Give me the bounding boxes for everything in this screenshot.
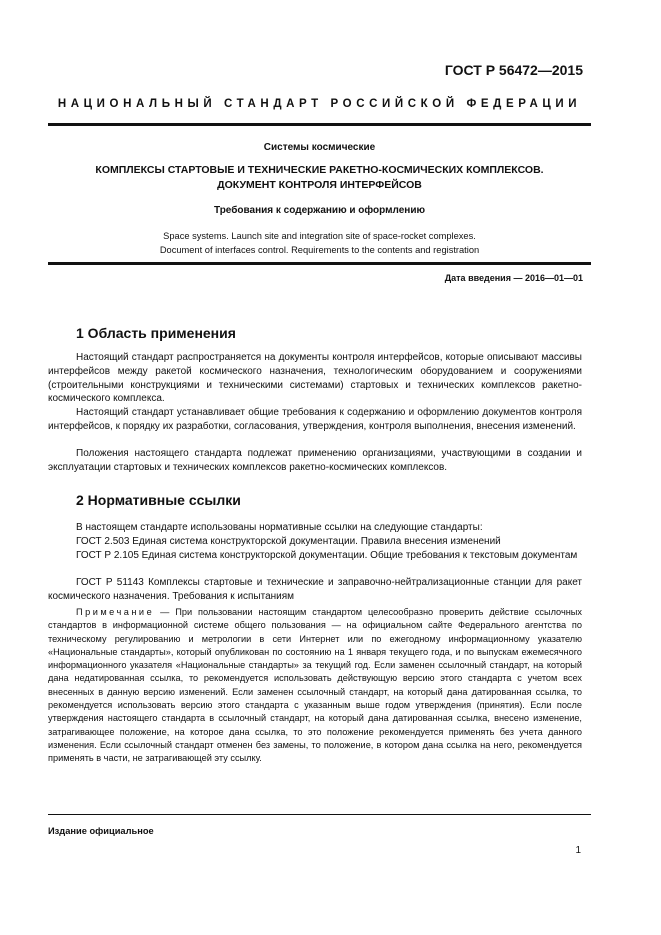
main-title [48, 163, 591, 193]
introduction-date: Дата введения — 2016—01—01 [444, 273, 583, 283]
reference-gost-r-2-105: ГОСТ Р 2.105 Единая система конструкторской документации. Общие требования к текстовым документам [76, 550, 578, 561]
note-text: — При пользовании настоящим стандартом целесообразно проверить действие ссылочных стандартов в информационной системе общего пользования — на официальном сайте Федерального агентства по техническому регулированию и метрологии в сети Интернет или по ежегодному информационному указателю «Национальные стандарты», который опубликован по состоянию на 1 января текущего года, и по выпускам ежемесячного информационного указателя «Национальные стандарты» за текущий год. Если заменен ссылочный стандарт, на который дана недатированная ссылка, то рекомендуется использовать действующую версию этого стандарта с учетом всех внесенных в данную версию изменений. Если заменен ссылочный стандарт, на который дана датированная ссылка, то рекомендуется использовать версию этого стандарта с указанным выше годом утверждения (принятия). Если после утверждения настоящего стандарта в ссылочный стандарт, на который дана датированная ссылка, внесено изменение, затрагивающее положение, на которое дана ссылка, то это положение рекомендуется применять без учета данного изменения. Если ссылочный стандарт отменен без замены, то положение, в котором дана ссылка на него, рекомендуется применять в части, не затрагивающей эту ссылку. [48, 607, 582, 764]
section-2-paragraph-1: В настоящем стандарте использованы нормативные ссылки на следующие стандарты: [76, 522, 483, 533]
title-bottom-rule [48, 262, 591, 265]
section-1-paragraph-3: Положения настоящего стандарта подлежат применению организациями, участвующими в создании и эксплуатации стартовых и технических комплексов ракетно-космических комплексов. [48, 448, 582, 473]
references-note [48, 606, 582, 766]
section-2-heading: 2 Нормативные ссылки [76, 492, 241, 508]
section-1-heading: 1 Область применения [76, 325, 236, 341]
main-title-line-1: КОМПЛЕКСЫ СТАРТОВЫЕ И ТЕХНИЧЕСКИЕ РАКЕТНО-КОСМИЧЕСКИХ КОМПЛЕКСОВ. [95, 164, 544, 176]
note-label: Примечание [76, 607, 155, 617]
footer-rule [48, 814, 591, 815]
title-top-rule [48, 123, 591, 126]
series-title-text: Системы космические [263, 142, 376, 153]
national-standard-banner: НАЦИОНАЛЬНЫЙ СТАНДАРТ РОССИЙСКОЙ ФЕДЕРАЦИИ [57, 98, 582, 110]
standard-number: ГОСТ Р 56472—2015 [444, 62, 583, 78]
main-title-line-2: ДОКУМЕНТ КОНТРОЛЯ ИНТЕРФЕЙСОВ [217, 179, 422, 191]
official-edition: Издание официальное [48, 826, 154, 836]
english-title-line-2: Document of interfaces control. Requirements to the contents and registration [159, 244, 480, 255]
reference-gost-r-51143: ГОСТ Р 51143 Комплексы стартовые и технические и заправочно-нейтрализационные станции для ракет космического назначения. Требования к испытаниям [48, 577, 582, 602]
section-1-paragraph-2: Настоящий стандарт устанавливает общие требования к содержанию и оформлению документов контроля интерфейсов, к порядку их разработки, согласования, утверждения, контроля выполнения, внесения изменений. [48, 407, 582, 432]
reference-gost-2-503: ГОСТ 2.503 Единая система конструкторской документации. Правила внесения изменений [76, 536, 501, 547]
page-number: 1 [575, 845, 581, 856]
section-1-paragraph-1: Настоящий стандарт распространяется на документы контроля интерфейсов, которые описывают массивы интерфейсов между ракетой космического назначения, технологическим оборудованием и сооружениями (строительными конструкциями и техническими системами) стартовых и технических комплексов ракетно-космического комплекса. [48, 352, 582, 405]
english-title-line-1: Space systems. Launch site and integration site of space-rocket complexes. [163, 231, 476, 241]
subtitle [48, 205, 591, 216]
subtitle-text: Требования к содержанию и оформлению [213, 205, 426, 216]
english-title [48, 230, 591, 257]
series-title [48, 142, 591, 153]
